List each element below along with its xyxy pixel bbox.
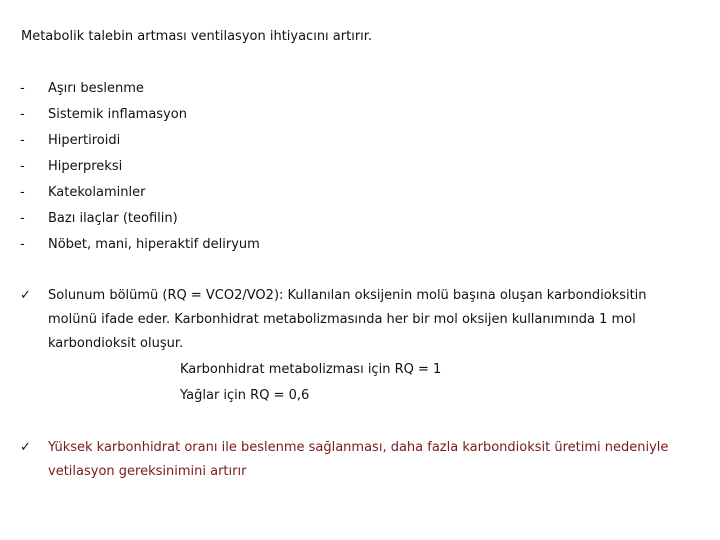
list-item-label: Sistemik inflamasyon xyxy=(48,107,187,122)
fat-rq: Yağlar için RQ = 0,6 xyxy=(180,388,310,403)
bullet-dash: - xyxy=(20,107,25,122)
list-item-label: Hipertiroidi xyxy=(48,133,121,148)
bullet-dash: - xyxy=(20,237,25,252)
bullet-dash: - xyxy=(20,185,25,200)
list-item-label: Nöbet, mani, hiperaktif deliryum xyxy=(48,237,260,252)
checkmark-icon: ✓ xyxy=(20,288,31,303)
respiratory-quotient-text: Solunum bölümü (RQ = VCO2/VO2): Kullanılan oksijenin molü başına oluşan karbondioksitin molünü ifade eder. Karbonhidrat metabolizmasında her bir mol oksijen kullanımında 1 mol karbondioksit oluşur. xyxy=(48,288,647,351)
bullet-dash: - xyxy=(20,211,25,226)
bullet-dash: - xyxy=(20,133,25,148)
list-item-label: Katekolaminler xyxy=(48,185,146,200)
slide-heading: Metabolik talebin artması ventilasyon ihtiyacını artırır. xyxy=(21,29,373,44)
list-item-label: Bazı ilaçlar (teofilin) xyxy=(48,211,178,226)
checkmark-icon: ✓ xyxy=(20,440,31,455)
bullet-dash: - xyxy=(20,81,25,96)
high-carb-note-text: Yüksek karbonhidrat oranı ile beslenme sağlanması, daha fazla karbondioksit üretimi nedeniyle vetilasyon gereksinimini artırır xyxy=(48,440,669,479)
list-item-label: Hiperpreksi xyxy=(48,159,123,174)
list-item-label: Aşırı beslenme xyxy=(48,81,144,96)
carbohydrate-rq: Karbonhidrat metabolizması için RQ = 1 xyxy=(180,362,442,377)
bullet-dash: - xyxy=(20,159,25,174)
